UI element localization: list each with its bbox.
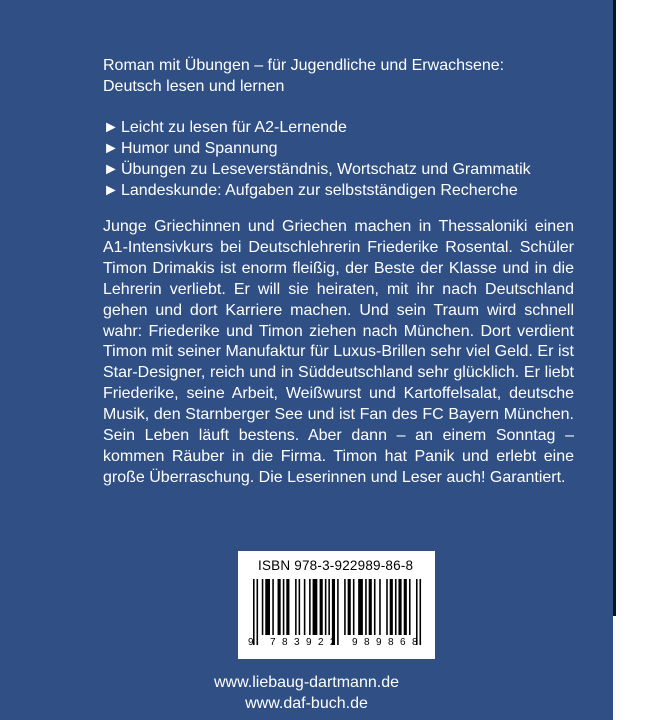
list-item-text: Leicht zu lesen für A2-Lernende [121, 119, 347, 136]
barcode-bar [265, 579, 270, 635]
barcode-bar [386, 579, 388, 635]
barcode-bar [262, 579, 264, 635]
website-link[interactable]: www.daf-buch.de [245, 695, 368, 712]
barcode-bar [348, 579, 351, 635]
barcode-digit: 7 [270, 637, 276, 648]
barcode-digit: 9 [376, 637, 382, 648]
barcode-bar [332, 579, 335, 645]
barcode-digit: 8 [388, 637, 394, 648]
barcode-bar [309, 579, 311, 635]
page-edge-shadow [613, 0, 616, 616]
barcode-bar [419, 579, 421, 645]
barcode-bar [286, 579, 289, 635]
list-item-text: Humor und Spannung [121, 140, 278, 157]
barcode-bar [398, 579, 401, 635]
barcode-digit: 3 [294, 637, 300, 648]
barcode-bar [344, 579, 346, 635]
triangle-bullet-icon: ► [103, 119, 119, 136]
barcode-bar [365, 579, 367, 635]
barcode-digit: 8 [364, 637, 370, 648]
barcode-bar [390, 579, 393, 635]
blurb-paragraph: Junge Griechinnen und Griechen machen in Thessaloniki einen A1-Intensivkurs bei Deutschlehrerin Friederike Rosental. Schüler Timon Drimakis ist enorm fleißig, der Beste der Klasse und in die Lehrerin verliebt. Er will sie heiraten, mit ihr nach Deutschland gehen und dort Karriere machen. Und sein Traum wird schnell wahr: Friederike und Timon ziehen nach München. Dort verdient Timon mit seiner Manufaktur für Luxus-Brillen sehr viel Geld. Er ist Star-Designer, reich und in Süddeutschland sehr glücklich. Er liebt Friederike, seine Arbeit, Weißwurst und Kartoffelsalat, deutsche Musik, den Starnberger See und ist Fan des FC Bayern München. Sein Leben läuft bestens. Aber dann – an einem Sonntag – kommen Räuber in die Firma. Timon hat Panik und erlebt eine große Überraschung. Die Leserinnen und Leser auch! Garantiert. [103, 218, 574, 486]
intro-text [103, 55, 573, 97]
list-item [103, 159, 593, 180]
barcode-digit: 8 [412, 637, 418, 648]
barcode-bar [369, 579, 372, 635]
website-link[interactable]: www.liebaug-dartmann.de [214, 674, 399, 691]
barcode-bar [278, 579, 281, 635]
barcode-bar [253, 579, 255, 645]
intro-line-1: Roman mit Übungen – für Jugendliche und Erwachsene: [103, 57, 505, 74]
barcode-bar [353, 579, 355, 635]
barcode-digit: 8 [282, 637, 288, 648]
barcode-bar [299, 579, 301, 635]
isbn-barcode [238, 551, 435, 659]
triangle-bullet-icon: ► [103, 140, 119, 157]
triangle-bullet-icon: ► [103, 182, 119, 199]
barcode-digit: 2 [330, 637, 336, 648]
barcode-bars [253, 579, 423, 651]
barcode-bar [257, 579, 259, 645]
barcode-bar [313, 579, 318, 635]
triangle-bullet-icon: ► [103, 161, 119, 178]
list-item-text: Landeskunde: Aufgaben zur selbstständigen Recherche [121, 182, 518, 199]
barcode-bar [416, 579, 418, 645]
barcode-bar [272, 579, 274, 635]
barcode-bar [283, 579, 285, 635]
barcode-digit: 9 [352, 637, 358, 648]
barcode-bar [409, 579, 411, 635]
barcode-digit: 6 [400, 637, 406, 648]
barcode-digit: 9 [306, 637, 312, 648]
list-item [103, 138, 593, 159]
isbn-number: ISBN 978-3-922989-86-8 [258, 558, 414, 573]
barcode-digit: 2 [318, 637, 324, 648]
list-item [103, 180, 593, 201]
feature-list [103, 117, 593, 201]
barcode-bar [320, 579, 323, 635]
barcode-bar [395, 579, 397, 635]
publisher-websites [0, 672, 613, 714]
intro-line-2: Deutsch lesen und lernen [103, 78, 285, 95]
barcode-bar [358, 579, 363, 635]
barcode-bar [304, 579, 306, 635]
barcode-bar [379, 579, 381, 635]
barcode-bar [337, 579, 339, 645]
list-item [103, 117, 593, 138]
barcode-bar [374, 579, 376, 635]
barcode-bar [328, 579, 330, 635]
barcode-digit-first: 9 [248, 637, 254, 648]
barcode-bar [295, 579, 297, 635]
barcode-bar [404, 579, 407, 635]
list-item-text: Übungen zu Leseverständnis, Wortschatz und Grammatik [121, 161, 531, 178]
barcode-bar [325, 579, 327, 635]
